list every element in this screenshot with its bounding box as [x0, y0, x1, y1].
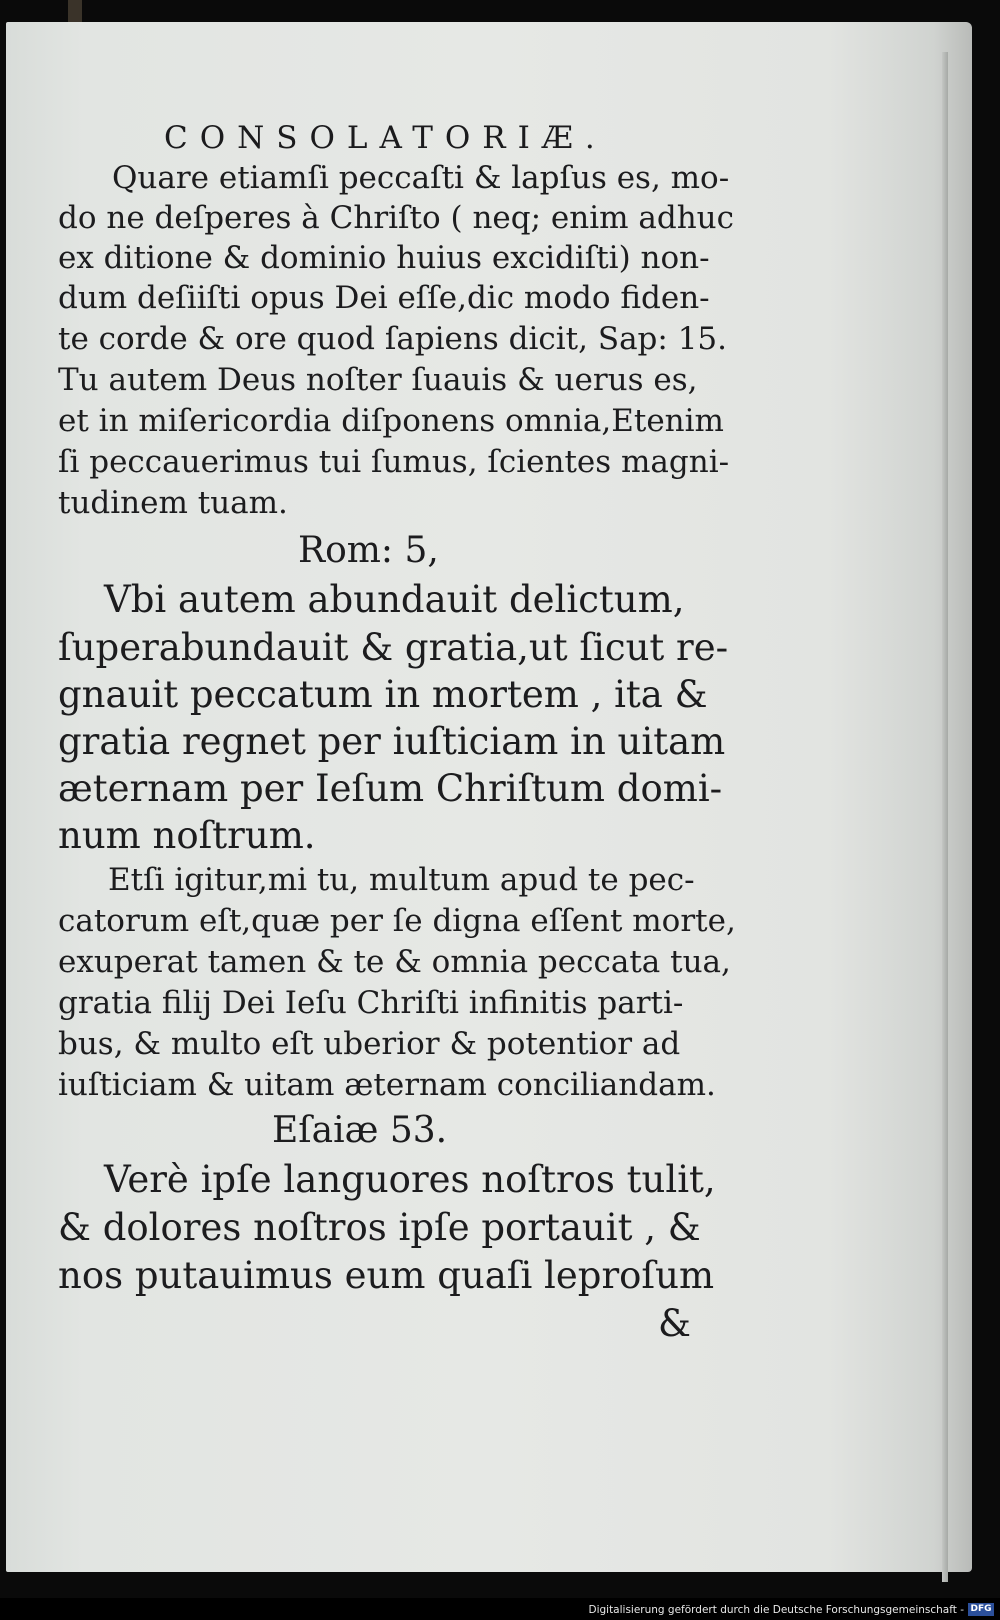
text-line: & dolores noſtros ipſe portauit , & — [58, 1206, 701, 1249]
book-page — [6, 22, 972, 1572]
footer-bar — [0, 1598, 1000, 1620]
text-line: gnauit peccatum in mortem , ita & — [58, 673, 708, 716]
text-line: dum deſiiſti opus Dei eſſe,dic modo fiden- — [58, 280, 710, 316]
dfg-logo-icon: DFG — [968, 1603, 994, 1616]
text-line: nos putauimus eum quaſi leproſum — [58, 1254, 715, 1297]
text-line: Vbi autem abundauit delictum, — [104, 578, 685, 621]
running-header: CONSOLATORIÆ. — [164, 120, 607, 156]
text-line: gratia filij Dei Ieſu Chriſti infinitis parti- — [58, 985, 684, 1021]
text-line: num noſtrum. — [58, 814, 316, 857]
text-line: ſuperabundauit & gratia,ut ſicut re- — [58, 626, 729, 669]
catchword: & — [658, 1302, 691, 1345]
text-line: bus, & multo eſt uberior & potentior ad — [58, 1026, 681, 1062]
text-line: Tu autem Deus noſter ſuauis & uerus es, — [58, 362, 698, 398]
text-line: Verè ipſe languores noſtros tulit, — [104, 1158, 716, 1201]
section-heading: Rom: 5, — [298, 530, 439, 571]
text-line: iuſticiam & uitam æternam conciliandam. — [58, 1067, 716, 1103]
text-line: tudinem tuam. — [58, 485, 288, 521]
text-line: exuperat tamen & te & omnia peccata tua, — [58, 944, 731, 980]
text-line: ex ditione & dominio huius excidiſti) non- — [58, 240, 710, 276]
text-line: æternam per Ieſum Chriſtum domi- — [58, 767, 723, 810]
text-line: et in miſericordia diſponens omnia,Etenim — [58, 403, 724, 439]
section-heading: Eſaiæ 53. — [272, 1110, 448, 1151]
text-line: Etſi igitur,mi tu, multum apud te pec- — [108, 862, 695, 898]
funding-credit: Digitalisierung gefördert durch die Deutsche Forschungsgemeinschaft - — [588, 1604, 964, 1616]
text-line: ſi peccauerimus tui ſumus, ſcientes magni- — [58, 444, 730, 480]
text-line: do ne deſperes à Chriſto ( neq; enim adhuc — [58, 200, 735, 236]
page-edge — [942, 52, 948, 1582]
text-line: catorum eſt,quæ per ſe digna eſſent morte, — [58, 903, 736, 939]
text-line: gratia regnet per iuſticiam in uitam — [58, 720, 726, 763]
binding-mark — [68, 0, 82, 24]
text-line: Quare etiamſi peccaſti & lapſus es, mo- — [112, 160, 730, 196]
text-line: te corde & ore quod ſapiens dicit, Sap: 15. — [58, 321, 727, 357]
